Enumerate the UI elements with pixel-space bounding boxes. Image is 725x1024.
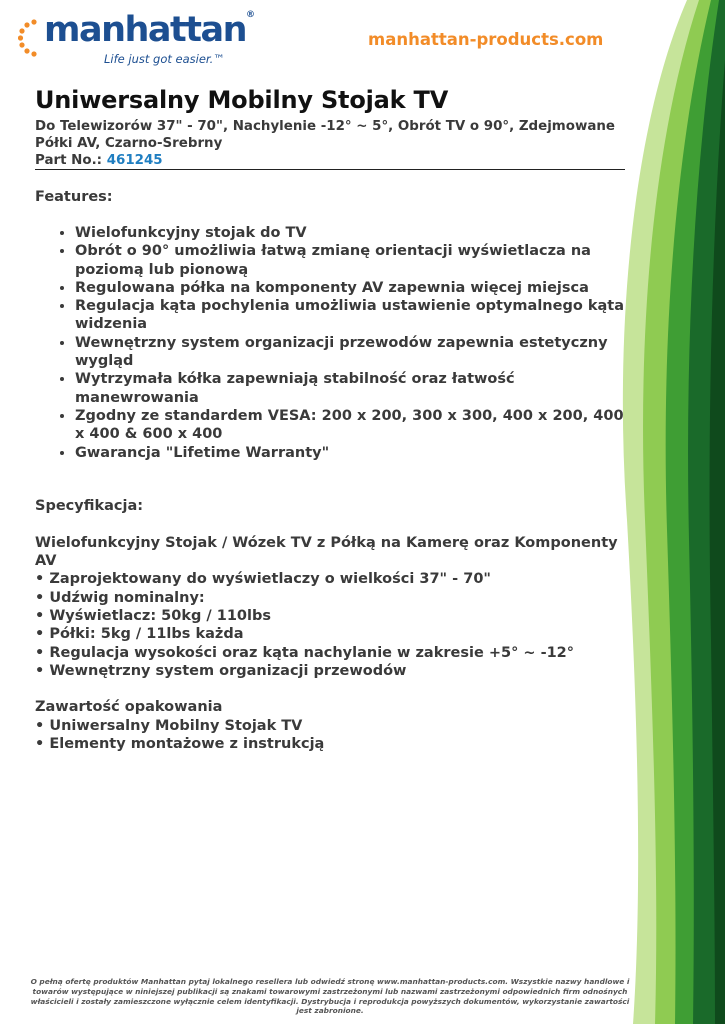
features-heading: Features:: [35, 189, 113, 205]
package-line: • Uniwersalny Mobilny Stojak TV: [35, 717, 303, 734]
specs-block: [35, 534, 625, 680]
feature-item: • Obrót o 90° umożliwia łatwą zmianę orientacji wyświetlacza na poziomą lub pionową: [75, 242, 625, 279]
part-number-value: 461245: [106, 153, 163, 168]
green-swoosh-decoration: [615, 0, 725, 1024]
spec-line: • Regulacja wysokości oraz kąta nachylanie w zakresie +5° ~ -12°: [35, 644, 575, 661]
specs-heading: Specyfikacja:: [35, 497, 144, 514]
feature-item: • Regulacja kąta pochylenia umożliwia ustawienie optymalnego kąta widzenia: [75, 297, 625, 334]
spec-line: • Udźwig nominalny:: [35, 589, 205, 606]
feature-item: • Wytrzymała kółka zapewniają stabilność oraz łatwość manewrowania: [75, 370, 625, 407]
logo-wordmark: manhattan®: [44, 10, 256, 50]
logo-tagline: Life just got easier.™: [104, 52, 225, 66]
feature-item: • Regulowana półka na komponenty AV zapewnia więcej miejsca: [75, 279, 625, 297]
website-url[interactable]: manhattan-products.com: [368, 30, 604, 49]
feature-item: • Gwarancja "Lifetime Warranty": [75, 444, 625, 462]
product-subtitle: Do Telewizorów 37" - 70", Nachylenie -12° ~ 5°, Obrót TV o 90°, Zdejmowane Półki AV, Czarno-Srebrny: [35, 119, 615, 151]
product-title: Uniwersalny Mobilny Stojak TV: [35, 86, 449, 114]
spec-line: • Zaprojektowany do wyświetlaczy o wielkości 37" - 70": [35, 571, 491, 588]
manhattan-logo: [18, 10, 256, 66]
feature-item: • Wewnętrzny system organizacji przewodów zapewnia estetyczny wygląd: [75, 334, 625, 371]
feature-item: • Zgodny ze standardem VESA: 200 x 200, 300 x 300, 400 x 200, 400 x 400 & 600 x 400: [75, 407, 625, 444]
features-list: [35, 224, 625, 462]
feature-item: • Wielofunkcyjny stojak do TV: [75, 224, 625, 242]
package-line: • Elementy montażowe z instrukcją: [35, 735, 325, 752]
spec-line: Wielofunkcyjny Stojak / Wózek TV z Półką na Kamerę oraz Komponenty AV: [35, 534, 618, 570]
footer-disclaimer: O pełną ofertę produktów Manhattan pytaj lokalnego resellera lub odwiedź stronę www.manhattan-products.com. Wszystkie nazwy handlowe i towarów występujące w niniejszej publikacji są znakami towarowymi zastrzeżonymi lub nazwami zastrzeżonymi odpowiednich firm odnośnych właścicieli i zostały zamieszczone wyłącznie celem identyfikacji. Dystrybucja i reprodukcja powyższych dokumentów, wykorzystanie zawartości jest zabronione.: [30, 977, 630, 1016]
part-number: [35, 152, 625, 170]
spec-line: • Wyświetlacz: 50kg / 110lbs: [35, 608, 272, 625]
spec-line: • Półki: 5kg / 11lbs każda: [35, 626, 244, 643]
part-number-label: Part No.:: [35, 153, 103, 168]
package-heading: Zawartość opakowania: [35, 699, 223, 716]
spec-line: • Wewnętrzny system organizacji przewodów: [35, 662, 407, 679]
package-contents: [35, 698, 625, 753]
main-content: [35, 86, 625, 753]
